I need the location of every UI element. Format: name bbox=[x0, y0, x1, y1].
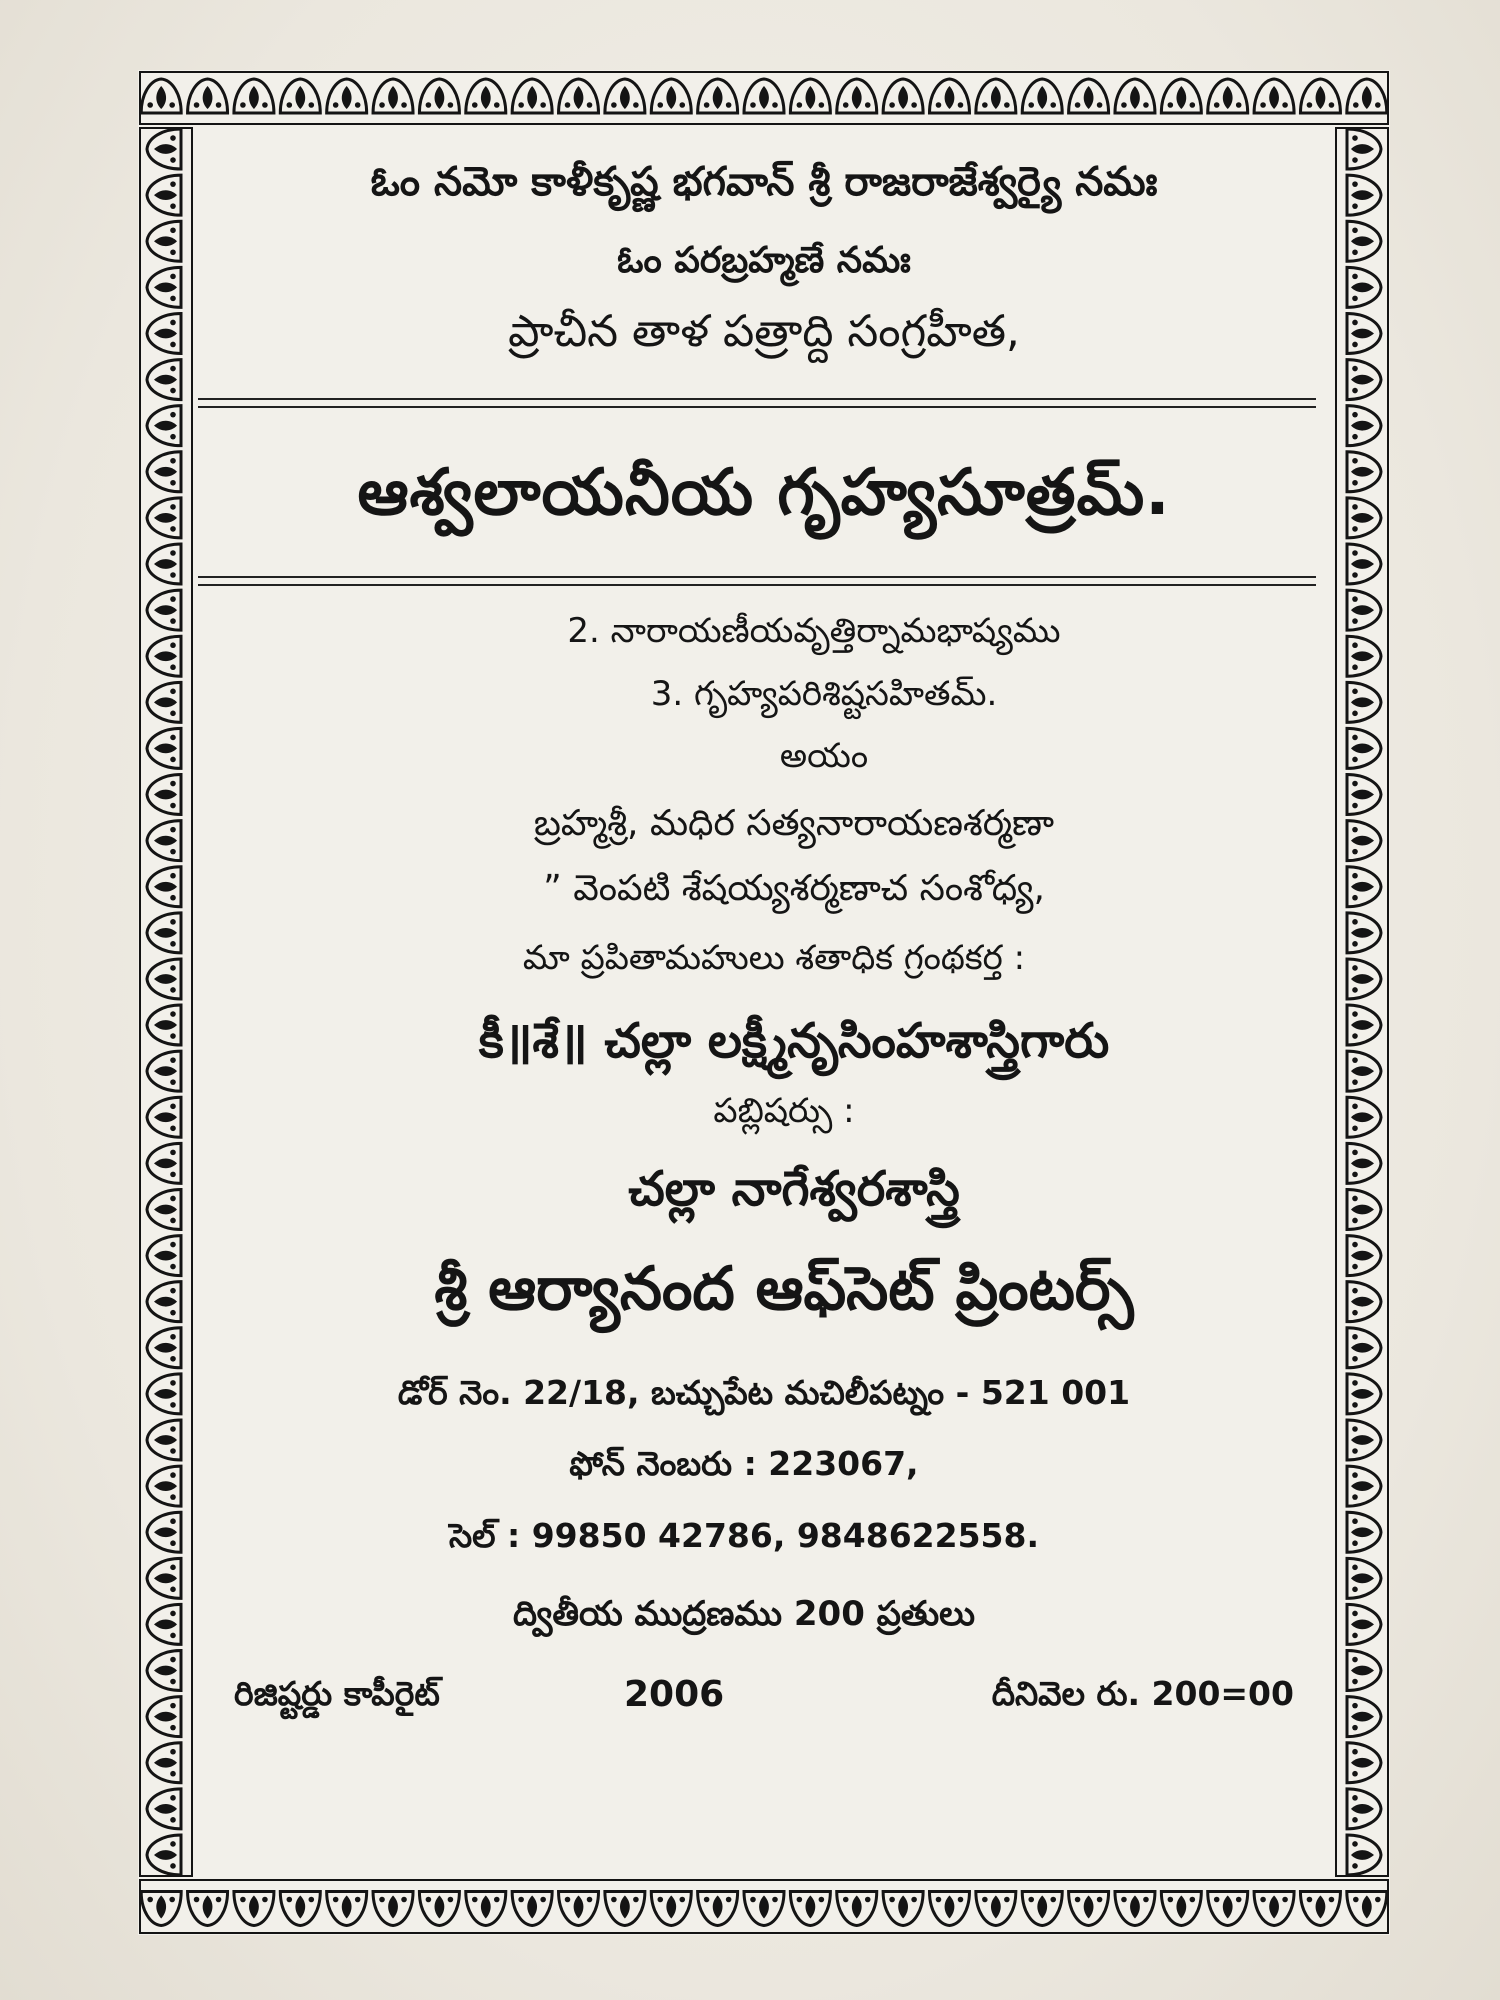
border-motif bbox=[373, 79, 413, 113]
border-motif bbox=[141, 1892, 181, 1926]
border-motif bbox=[147, 1282, 181, 1322]
border-motif bbox=[1069, 1892, 1109, 1926]
book-title: ఆశ్వలాయనీయ గృహ్యసూత్రమ్. bbox=[357, 456, 1171, 530]
border-motif bbox=[651, 1892, 691, 1926]
border-motif bbox=[466, 1892, 506, 1926]
border-motif bbox=[1347, 267, 1381, 307]
border-motif bbox=[1347, 452, 1381, 492]
border-motif bbox=[1069, 79, 1109, 113]
border-motif bbox=[147, 1651, 181, 1691]
ornamental-border-bottom bbox=[138, 1878, 1390, 1935]
border-motif bbox=[147, 1697, 181, 1737]
contents-item-3: 3. గృహ్యపరిశిష్టసహితమ్. bbox=[650, 674, 998, 714]
border-motif bbox=[147, 175, 181, 215]
border-motif bbox=[1347, 913, 1381, 953]
border-motif bbox=[744, 79, 784, 113]
border-motif bbox=[837, 79, 877, 113]
subtitle: ప్రాచీన తాళ పత్రాద్ది సంగ్రహీత, bbox=[508, 306, 1020, 357]
border-motif bbox=[147, 1743, 181, 1783]
border-motif bbox=[1347, 221, 1381, 261]
border-motif bbox=[883, 1892, 923, 1926]
border-motif bbox=[1300, 1892, 1340, 1926]
printer-address: డోర్ నెం. 22/18, బచ్చుపేట మచిలీపట్నం - 521 001 bbox=[397, 1373, 1131, 1412]
border-motif bbox=[147, 1835, 181, 1875]
editor-line-2: ” వెంపటి శేషయ్యశర్మణాచ సంశోధ్య, bbox=[543, 868, 1045, 909]
border-motif bbox=[1347, 406, 1381, 446]
border-motif bbox=[1347, 1743, 1381, 1783]
ornamental-border-top bbox=[138, 70, 1390, 126]
border-motif bbox=[1208, 1892, 1248, 1926]
border-motif bbox=[147, 129, 181, 169]
border-motif bbox=[147, 1789, 181, 1829]
border-motif bbox=[1161, 1892, 1201, 1926]
border-motif bbox=[512, 79, 552, 113]
border-motif bbox=[929, 1892, 969, 1926]
publisher-name: చల్లా నాగేశ్వరశాస్త్రి bbox=[628, 1161, 960, 1217]
price: దీనివెల రు. 200=00 bbox=[991, 1674, 1294, 1713]
border-motif bbox=[1347, 1697, 1381, 1737]
printer-phone: ఫోన్ నెంబరు : 223067, bbox=[569, 1444, 919, 1483]
border-motif bbox=[147, 959, 181, 999]
border-motif bbox=[605, 79, 645, 113]
border-motif bbox=[327, 1892, 367, 1926]
border-motif bbox=[147, 590, 181, 630]
ornamental-border-right bbox=[1334, 126, 1390, 1878]
printer-cell: సెల్ : 99850 42786, 9848622558. bbox=[448, 1516, 1039, 1555]
border-motif bbox=[1347, 1420, 1381, 1460]
border-motif bbox=[512, 1892, 552, 1926]
border-motif bbox=[141, 79, 181, 113]
border-motif bbox=[147, 1328, 181, 1368]
border-motif bbox=[147, 360, 181, 400]
border-motif bbox=[698, 1892, 738, 1926]
border-motif bbox=[1347, 544, 1381, 584]
border-motif bbox=[373, 1892, 413, 1926]
edition-info: ద్వితీయ ముద్రణము 200 ప్రతులు bbox=[513, 1594, 975, 1634]
border-motif bbox=[147, 221, 181, 261]
border-motif bbox=[1347, 1604, 1381, 1644]
contents-item-2: 2. నారాయణీయవృత్తిర్నామభాష్యము bbox=[567, 611, 1061, 651]
publisher-label: పబ్లిషర్సు : bbox=[713, 1091, 855, 1131]
editor-line-1: బ్రహ్మశ్రీ, మధిర సత్యనారాయణశర్మణా bbox=[533, 803, 1055, 844]
invocation-line-1: ఓం నమో కాళీకృష్ణ భగవాన్ శ్రీ రాజరాజేశ్వర్యై నమః bbox=[370, 159, 1158, 205]
border-motif bbox=[1022, 1892, 1062, 1926]
border-motif bbox=[147, 867, 181, 907]
copyright-label: రిజిష్టర్డు కాపీరైట్ bbox=[234, 1674, 440, 1713]
border-motif bbox=[605, 1892, 645, 1926]
border-motif bbox=[147, 313, 181, 353]
border-motif bbox=[1347, 129, 1381, 169]
border-motif bbox=[929, 79, 969, 113]
border-motif bbox=[419, 79, 459, 113]
border-motif bbox=[1208, 79, 1248, 113]
border-motif bbox=[280, 1892, 320, 1926]
border-motif bbox=[1254, 1892, 1294, 1926]
border-motif bbox=[188, 79, 228, 113]
border-motif bbox=[234, 1892, 274, 1926]
border-motif bbox=[883, 79, 923, 113]
border-motif bbox=[1347, 175, 1381, 215]
border-motif bbox=[147, 913, 181, 953]
border-motif bbox=[651, 79, 691, 113]
border-motif bbox=[188, 1892, 228, 1926]
border-motif bbox=[147, 1097, 181, 1137]
border-motif bbox=[1347, 1789, 1381, 1829]
border-motif bbox=[147, 1005, 181, 1045]
border-motif bbox=[147, 267, 181, 307]
ayam-text: అయం bbox=[779, 736, 869, 776]
border-motif bbox=[1347, 1892, 1387, 1926]
border-motif bbox=[147, 498, 181, 538]
border-motif bbox=[1115, 1892, 1155, 1926]
border-motif bbox=[790, 1892, 830, 1926]
border-motif bbox=[976, 79, 1016, 113]
border-motif bbox=[234, 79, 274, 113]
border-motif bbox=[1347, 1374, 1381, 1414]
border-motif bbox=[147, 1236, 181, 1276]
border-motif bbox=[147, 728, 181, 768]
copyright-year: 2006 bbox=[624, 1674, 725, 1715]
border-motif bbox=[419, 1892, 459, 1926]
author-name: కీ॥శే॥ చల్లా లక్ష్మీనృసింహశాస్త్రిగారు bbox=[478, 1013, 1110, 1069]
border-motif bbox=[147, 1189, 181, 1229]
invocation-line-2: ఓం పరబ్రహ్మణే నమః bbox=[617, 240, 911, 281]
border-motif bbox=[147, 1374, 181, 1414]
border-motif bbox=[147, 1558, 181, 1598]
border-motif bbox=[147, 775, 181, 815]
rule-above-title bbox=[198, 398, 1316, 408]
border-motif bbox=[147, 1143, 181, 1183]
border-motif bbox=[837, 1892, 877, 1926]
border-motif bbox=[147, 452, 181, 492]
border-motif bbox=[1115, 79, 1155, 113]
border-motif bbox=[147, 682, 181, 722]
border-motif bbox=[790, 79, 830, 113]
border-motif bbox=[1300, 79, 1340, 113]
border-motif bbox=[327, 79, 367, 113]
border-motif bbox=[1347, 1466, 1381, 1506]
rule-below-title bbox=[198, 576, 1316, 586]
border-motif bbox=[1347, 1651, 1381, 1691]
author-intro: మా ప్రపితామహులు శతాధిక గ్రంథకర్త : bbox=[522, 938, 1026, 978]
border-motif bbox=[1022, 79, 1062, 113]
border-motif bbox=[147, 544, 181, 584]
border-motif bbox=[1347, 79, 1387, 113]
border-motif bbox=[466, 79, 506, 113]
border-motif bbox=[559, 1892, 599, 1926]
border-motif bbox=[1161, 79, 1201, 113]
border-motif bbox=[744, 1892, 784, 1926]
border-motif bbox=[1254, 79, 1294, 113]
border-motif bbox=[147, 636, 181, 676]
border-motif bbox=[1347, 498, 1381, 538]
border-motif bbox=[147, 406, 181, 446]
border-motif bbox=[1347, 959, 1381, 999]
border-motif bbox=[1347, 360, 1381, 400]
title-page-content bbox=[194, 126, 1334, 1878]
border-motif bbox=[698, 79, 738, 113]
border-motif bbox=[280, 79, 320, 113]
border-motif bbox=[1347, 1835, 1381, 1875]
printer-name: శ్రీ ఆర్యానంద ఆఫ్‌సెట్ ప్రింటర్స్ bbox=[434, 1254, 1134, 1324]
border-motif bbox=[147, 821, 181, 861]
border-motif bbox=[147, 1051, 181, 1091]
border-motif bbox=[976, 1892, 1016, 1926]
border-motif bbox=[1347, 1512, 1381, 1552]
border-motif bbox=[1347, 1558, 1381, 1598]
border-motif bbox=[559, 79, 599, 113]
border-motif bbox=[1347, 313, 1381, 353]
